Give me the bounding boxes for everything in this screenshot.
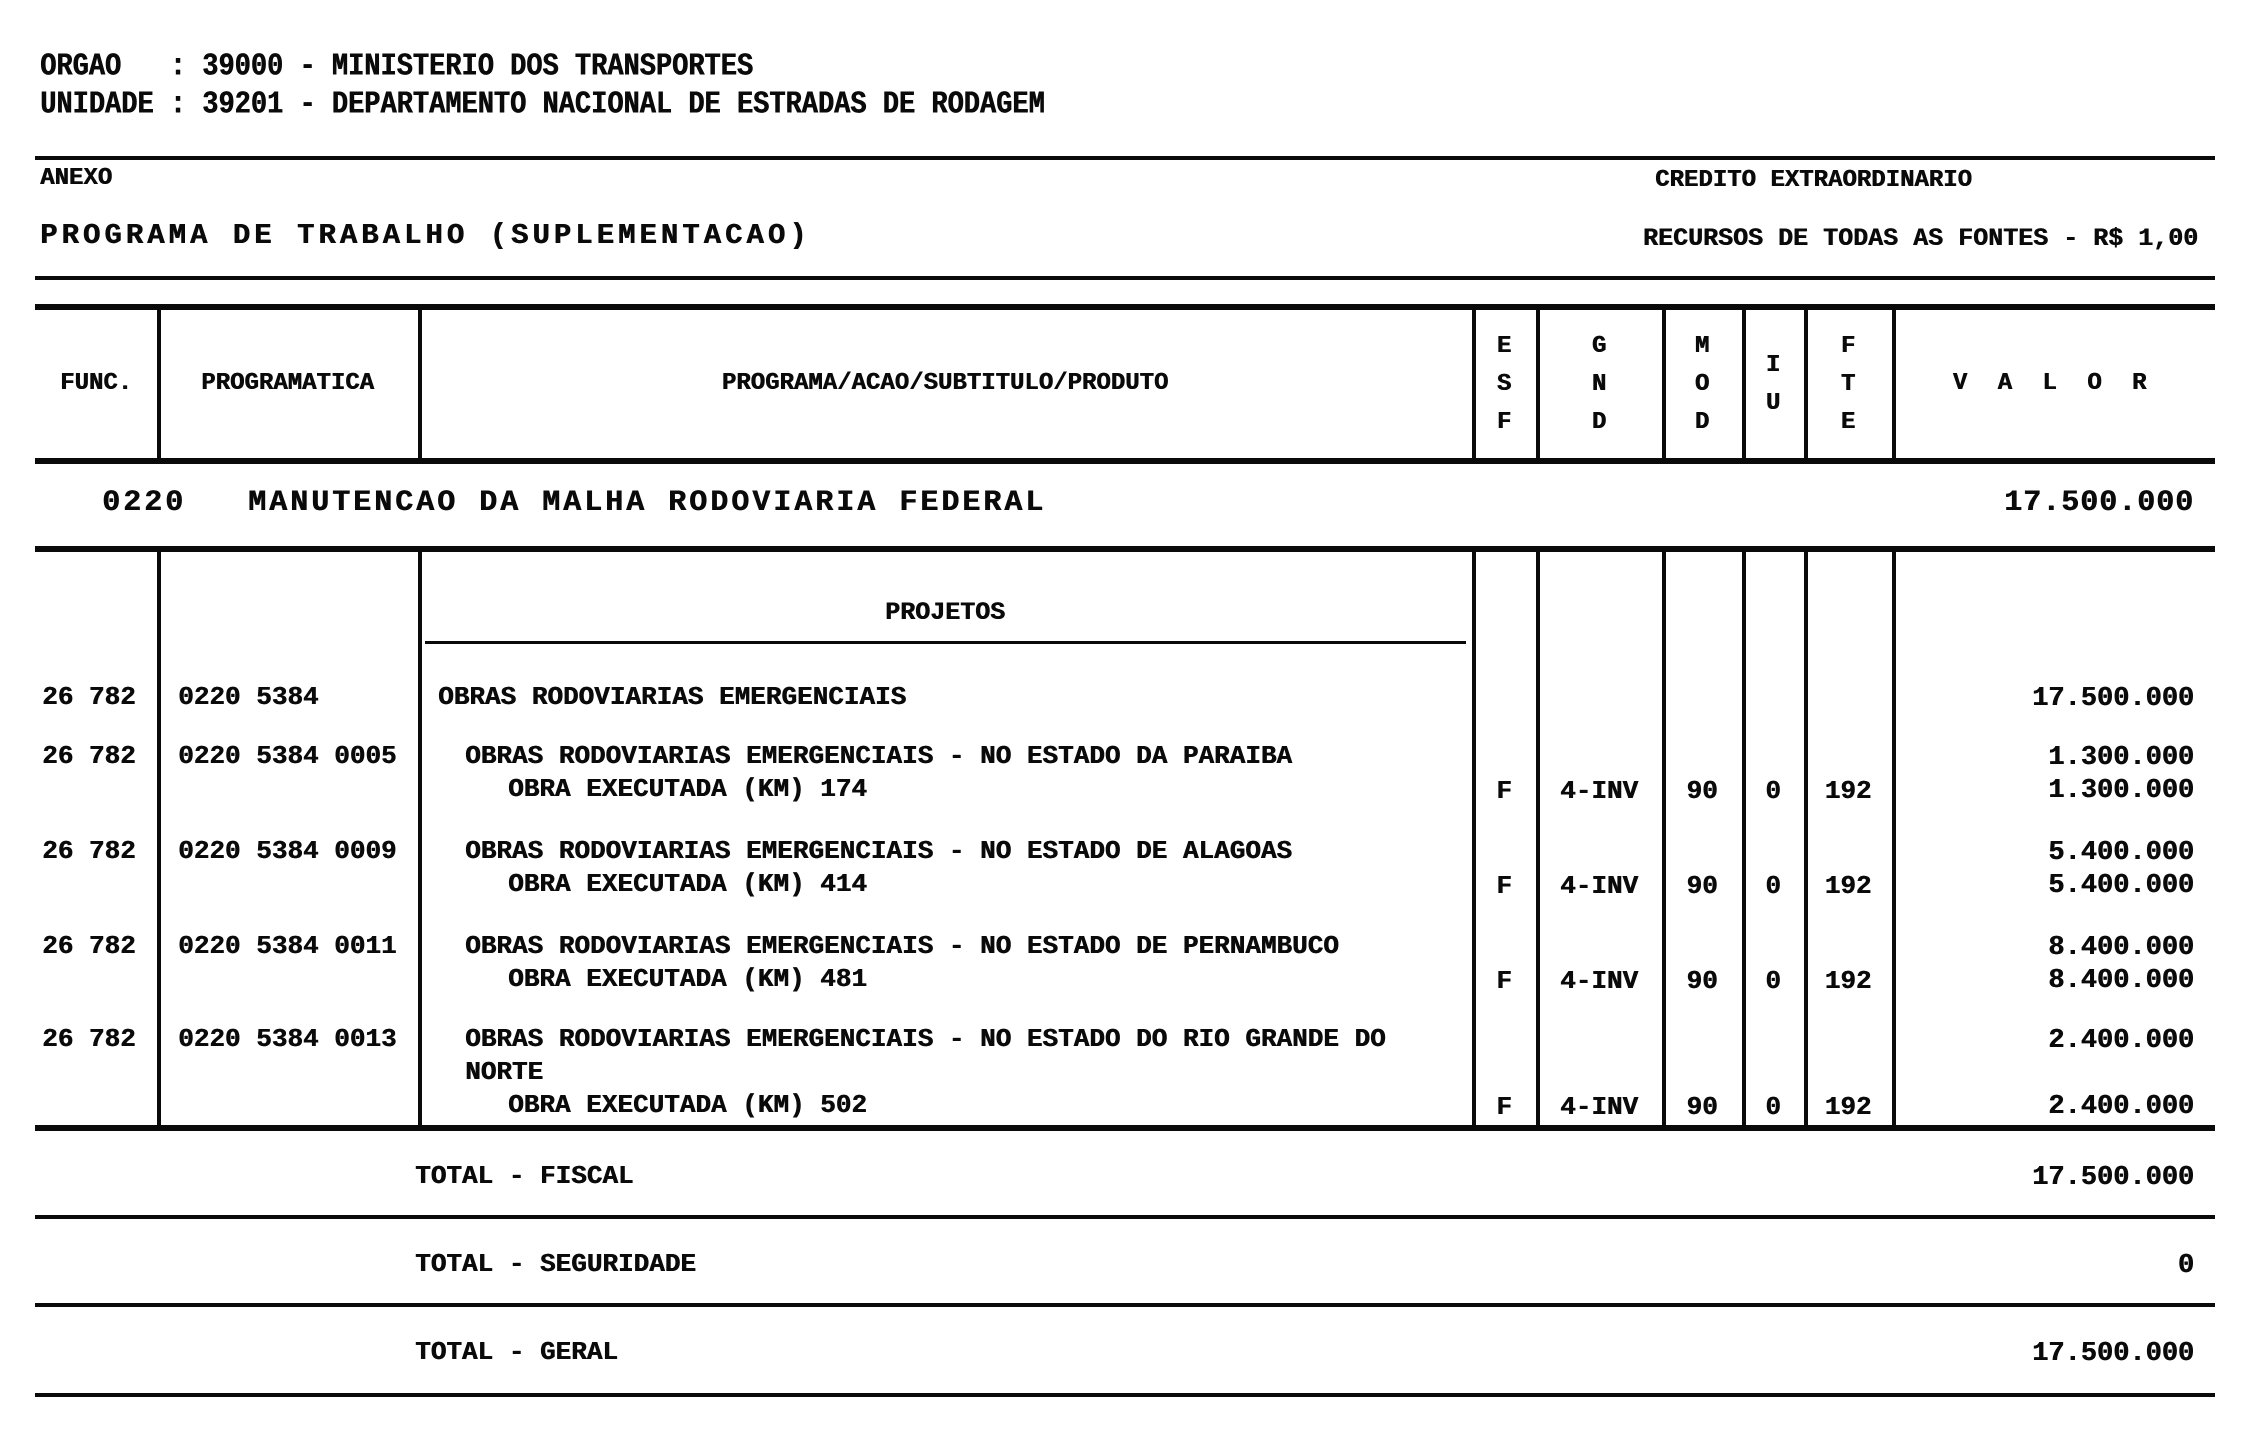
total-fiscal-label: TOTAL - FISCAL bbox=[415, 1161, 634, 1191]
projetos-underline bbox=[425, 641, 1466, 644]
row-produto: OBRA EXECUTADA (KM) 481 bbox=[508, 964, 867, 994]
program-code: 0220 bbox=[102, 486, 187, 520]
row-func: 26 782 bbox=[42, 836, 136, 866]
unidade-line: UNIDADE : 39201 - DEPARTAMENTO NACIONAL DE ESTRADAS DE RODAGEM bbox=[40, 87, 1045, 124]
row-valor: 8.400.000 bbox=[2048, 933, 2194, 963]
row-title: OBRAS RODOVIARIAS EMERGENCIAIS - NO ESTADO DE ALAGOAS bbox=[465, 836, 1292, 866]
row-esf: F bbox=[1496, 1092, 1512, 1122]
row-gnd: 4-INV bbox=[1559, 871, 1638, 901]
row-programatica: 0220 5384 0009 bbox=[178, 836, 397, 866]
row-fte: 192 bbox=[1824, 966, 1872, 996]
body-divider-esf bbox=[1536, 546, 1540, 1125]
header-bottom-rule bbox=[35, 458, 2215, 464]
section-label-projetos: PROJETOS bbox=[884, 598, 1006, 627]
row-gnd: 4-INV bbox=[1559, 776, 1638, 806]
row-valor: 5.400.000 bbox=[2048, 838, 2194, 868]
row-esf: F bbox=[1496, 871, 1512, 901]
row-esf: F bbox=[1496, 966, 1512, 996]
total-fiscal-rule bbox=[35, 1215, 2215, 1219]
row-valor: 1.300.000 bbox=[2048, 776, 2194, 806]
row-mod: 90 bbox=[1686, 1092, 1718, 1122]
row-mod: 90 bbox=[1686, 871, 1718, 901]
row-programatica: 0220 5384 0013 bbox=[178, 1024, 397, 1054]
col-header-fte: F T E bbox=[1840, 333, 1856, 436]
row-valor: 2.400.000 bbox=[2048, 1092, 2194, 1122]
credito-label: CREDITO EXTRAORDINARIO bbox=[1655, 167, 1972, 194]
row-func: 26 782 bbox=[42, 741, 136, 771]
col-header-mod: M O D bbox=[1694, 333, 1710, 436]
body-divider-fte bbox=[1892, 546, 1896, 1125]
program-title: MANUTENCAO DA MALHA RODOVIARIA FEDERAL bbox=[248, 486, 1047, 520]
body-divider-programa bbox=[1472, 546, 1476, 1125]
total-fiscal-value: 17.500.000 bbox=[2031, 1163, 2194, 1193]
col-header-func: FUNC. bbox=[59, 370, 132, 397]
col-header-gnd: G N D bbox=[1591, 333, 1607, 436]
body-divider-gnd bbox=[1662, 546, 1666, 1125]
total-seguridade-rule bbox=[35, 1303, 2215, 1307]
row-programatica: 0220 5384 0011 bbox=[178, 931, 397, 961]
row-produto: OBRA EXECUTADA (KM) 502 bbox=[508, 1090, 867, 1120]
rule-under-identification bbox=[35, 156, 2215, 160]
row-title: OBRAS RODOVIARIAS EMERGENCIAIS - NO ESTADO DA PARAIBA bbox=[465, 741, 1292, 771]
row-gnd: 4-INV bbox=[1559, 1092, 1638, 1122]
row-esf: F bbox=[1496, 776, 1512, 806]
col-header-valor: V A L O R bbox=[1952, 370, 2155, 397]
row-programatica: 0220 5384 0005 bbox=[178, 741, 397, 771]
row-title: OBRAS RODOVIARIAS EMERGENCIAIS - NO ESTADO DE PERNAMBUCO bbox=[465, 931, 1339, 961]
anexo-label: ANEXO bbox=[40, 165, 113, 192]
total-geral-rule bbox=[35, 1393, 2215, 1397]
row-mod: 90 bbox=[1686, 776, 1718, 806]
row-valor: 8.400.000 bbox=[2048, 966, 2194, 996]
row-valor: 17.500.000 bbox=[2031, 684, 2194, 714]
body-divider-mod bbox=[1742, 546, 1746, 1125]
total-seguridade-label: TOTAL - SEGURIDADE bbox=[415, 1249, 696, 1279]
col-header-programatica: PROGRAMATICA bbox=[201, 370, 374, 397]
row-func: 26 782 bbox=[42, 682, 136, 712]
row-iu: 0 bbox=[1765, 776, 1781, 806]
body-divider-iu bbox=[1804, 546, 1808, 1125]
row-title-continued: NORTE bbox=[465, 1057, 544, 1087]
row-title: OBRAS RODOVIARIAS EMERGENCIAIS - NO ESTADO DO RIO GRANDE DO bbox=[465, 1024, 1386, 1054]
recursos-label: RECURSOS DE TODAS AS FONTES - R$ 1,00 bbox=[1642, 224, 2198, 253]
row-title: OBRAS RODOVIARIAS EMERGENCIAIS bbox=[438, 682, 907, 712]
row-produto: OBRA EXECUTADA (KM) 414 bbox=[508, 869, 867, 899]
row-programatica: 0220 5384 bbox=[178, 682, 319, 712]
col-header-iu: I U bbox=[1765, 352, 1781, 417]
row-iu: 0 bbox=[1765, 871, 1781, 901]
row-iu: 0 bbox=[1765, 966, 1781, 996]
row-fte: 192 bbox=[1824, 776, 1872, 806]
row-produto: OBRA EXECUTADA (KM) 174 bbox=[508, 774, 867, 804]
row-iu: 0 bbox=[1765, 1092, 1781, 1122]
row-func: 26 782 bbox=[42, 1024, 136, 1054]
table-top-rule bbox=[35, 304, 2215, 310]
body-bottom-rule bbox=[35, 1125, 2215, 1131]
document-title: PROGRAMA DE TRABALHO (SUPLEMENTACAO) bbox=[40, 219, 811, 252]
row-mod: 90 bbox=[1686, 966, 1718, 996]
row-gnd: 4-INV bbox=[1559, 966, 1638, 996]
body-divider-func bbox=[157, 546, 161, 1125]
body-top-rule bbox=[35, 546, 2215, 552]
row-fte: 192 bbox=[1824, 871, 1872, 901]
program-valor: 17.500.000 bbox=[2003, 486, 2194, 520]
row-valor: 1.300.000 bbox=[2048, 743, 2194, 773]
body-divider-programatica bbox=[418, 546, 422, 1125]
total-geral-label: TOTAL - GERAL bbox=[415, 1337, 618, 1367]
total-seguridade-value: 0 bbox=[2177, 1251, 2194, 1281]
total-geral-value: 17.500.000 bbox=[2031, 1339, 2194, 1369]
col-header-esf: E S F bbox=[1496, 333, 1512, 436]
col-header-programa: PROGRAMA/ACAO/SUBTITULO/PRODUTO bbox=[721, 370, 1169, 397]
row-valor: 5.400.000 bbox=[2048, 871, 2194, 901]
row-fte: 192 bbox=[1824, 1092, 1872, 1122]
row-func: 26 782 bbox=[42, 931, 136, 961]
orgao-line: ORGAO : 39000 - MINISTERIO DOS TRANSPORTES bbox=[40, 49, 753, 86]
row-valor: 2.400.000 bbox=[2048, 1026, 2194, 1056]
rule-under-title bbox=[35, 276, 2215, 280]
